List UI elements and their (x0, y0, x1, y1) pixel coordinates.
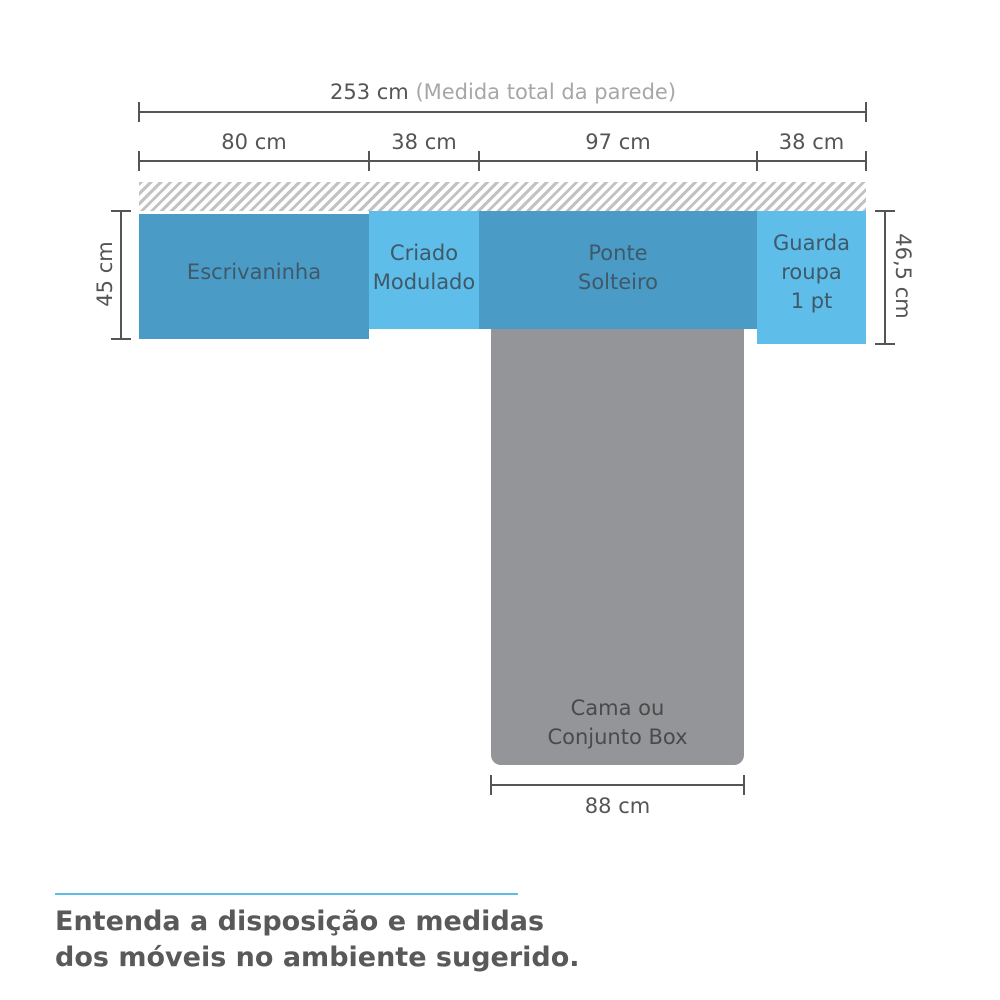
escrivaninha-label: Escrivaninha (186, 260, 322, 284)
total-dimension-line (139, 111, 866, 113)
left-depth-tick-top (111, 210, 131, 212)
criado-label-line1: Criado (389, 241, 459, 265)
guarda-width-label: 38 cm (778, 130, 845, 154)
bed-tick-left (490, 775, 492, 795)
guarda-label-line2: roupa (781, 260, 842, 284)
escrivaninha-width-label: 80 cm (221, 130, 287, 154)
segment-tick-2 (368, 151, 370, 171)
right-depth-line (884, 211, 886, 344)
total-dimension-value: 253 cm (329, 80, 409, 104)
criado-width-label: 38 cm (391, 130, 457, 154)
ponte-block (479, 211, 757, 329)
bed-width-label: 88 cm (584, 794, 651, 818)
guarda-label-line1: Guarda (773, 231, 850, 255)
total-dimension-tick-right (865, 102, 867, 122)
ponte-width-label: 97 cm (585, 130, 651, 154)
right-depth-label: 46,5 cm (891, 233, 915, 319)
ponte-label-line2: Solteiro (577, 270, 659, 294)
segment-tick-1 (138, 151, 140, 171)
bed-label-line1: Cama ou (570, 696, 665, 720)
total-dimension-note: (Medida total da parede) (415, 80, 677, 104)
total-dimension-tick-left (138, 102, 140, 122)
criado-block (369, 211, 479, 329)
right-depth-tick-top (875, 210, 895, 212)
left-depth-tick-bottom (111, 338, 131, 340)
total-dimension-label (138, 80, 868, 104)
caption-accent-line (55, 893, 518, 895)
segment-tick-5 (865, 151, 867, 171)
bed-label (491, 694, 744, 752)
criado-label-line2: Modulado (372, 270, 476, 294)
bed-tick-right (743, 775, 745, 795)
caption-line2: dos móveis no ambiente sugerido. (55, 942, 580, 973)
escrivaninha-block (139, 214, 369, 339)
guarda-label-line3: 1 pt (790, 289, 833, 313)
segment-tick-4 (756, 151, 758, 171)
segment-tick-3 (478, 151, 480, 171)
ponte-label-line1: Ponte (588, 241, 648, 265)
bed-dimension-line (491, 784, 744, 786)
caption-text (55, 904, 655, 976)
guarda-roupa-block (757, 211, 866, 344)
caption-line1: Entenda a disposição e medidas (55, 906, 545, 937)
wall-hatch (139, 182, 866, 211)
left-depth-line (120, 211, 122, 339)
right-depth-tick-bottom (875, 343, 895, 345)
left-depth-label: 45 cm (93, 241, 117, 307)
bed-label-line2: Conjunto Box (547, 725, 688, 749)
